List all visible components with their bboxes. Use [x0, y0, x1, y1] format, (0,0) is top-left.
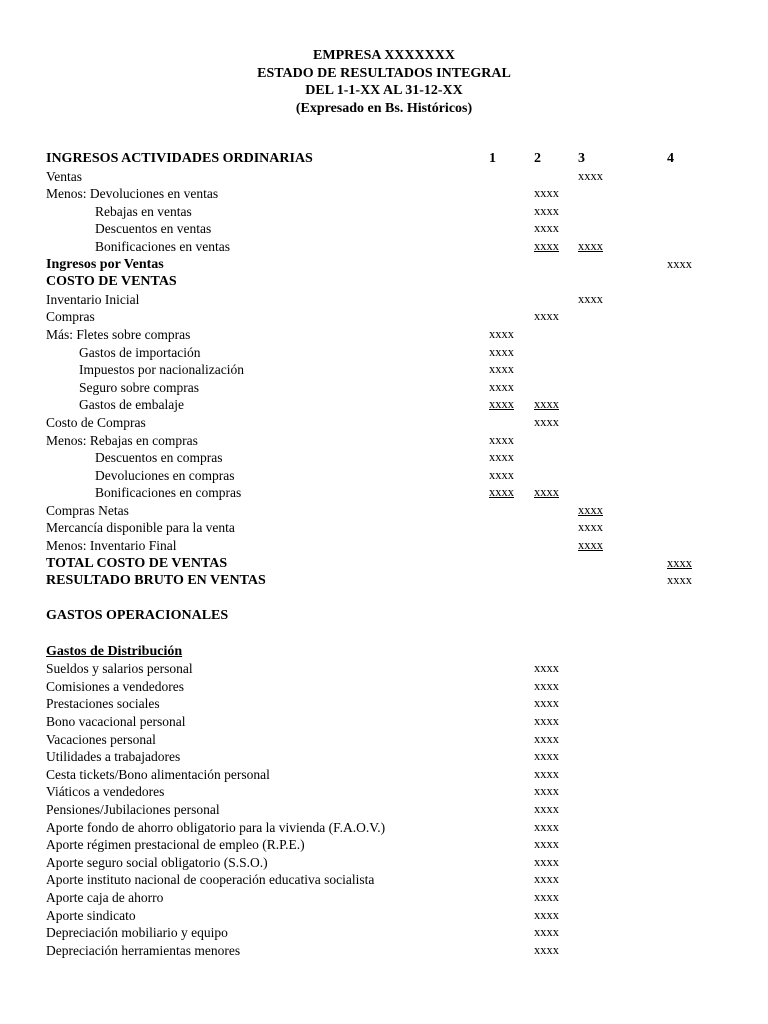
statement-row: [0, 203, 768, 221]
statement-row: [0, 414, 768, 432]
amount-col-2: xxxx: [534, 203, 559, 218]
column-header-2: 2: [534, 151, 541, 166]
amount-col-2: xxxx: [534, 784, 559, 799]
statement-row: [0, 801, 768, 819]
amount-col-2: xxxx: [534, 801, 559, 816]
row-label: Menos: Inventario Final: [46, 538, 177, 554]
row-label: Bono vacacional personal: [46, 714, 186, 729]
statement-row: [0, 396, 768, 414]
amount-col-2: xxxx: [534, 907, 559, 922]
statement-row: [0, 168, 768, 186]
row-label: Aporte régimen prestacional de empleo (R.P.E.): [46, 837, 305, 853]
row-label: COSTO DE VENTAS: [46, 274, 177, 290]
statement-row: [0, 907, 768, 925]
row-label: Sueldos y salarios personal: [46, 661, 193, 677]
statement-row: [0, 660, 768, 678]
row-label: Cesta tickets/Bono alimentación personal: [46, 766, 270, 782]
amount-col-3: xxxx: [578, 238, 603, 253]
row-label: Más: Fletes sobre compras: [46, 326, 191, 342]
amount-col-3: xxxx: [578, 520, 603, 535]
amount-col-1: xxxx: [489, 397, 514, 412]
amount-col-1: xxxx: [489, 467, 514, 482]
statement-row: [0, 713, 768, 731]
statement-row: [0, 256, 768, 274]
company-name: EMPRESA XXXXXXX: [313, 48, 455, 63]
row-label: RESULTADO BRUTO EN VENTAS: [46, 573, 266, 589]
row-label: Prestaciones sociales: [46, 696, 160, 712]
amount-col-2: xxxx: [534, 942, 559, 957]
column-header-1: 1: [489, 151, 496, 166]
row-label: Ventas: [46, 168, 82, 184]
statement-period: DEL 1-1-XX AL 31-12-XX: [305, 83, 463, 99]
row-label: INGRESOS ACTIVIDADES ORDINARIAS: [46, 151, 313, 166]
row-label: Gastos de embalaje: [79, 397, 184, 413]
statement-body: [0, 150, 768, 959]
amount-col-4: xxxx: [667, 256, 692, 271]
row-label: Compras Netas: [46, 502, 129, 518]
statement-row: [0, 361, 768, 379]
amount-col-2: xxxx: [534, 766, 559, 781]
statement-row: [0, 731, 768, 749]
statement-row: [0, 519, 768, 537]
amount-col-2: xxxx: [534, 696, 559, 711]
statement-row: [0, 432, 768, 450]
statement-row: [0, 695, 768, 713]
row-label: Depreciación mobiliario y equipo: [46, 925, 228, 941]
statement-row: [0, 643, 768, 661]
amount-col-3: xxxx: [578, 502, 603, 517]
amount-col-2: xxxx: [534, 819, 559, 834]
row-label: Bonificaciones en compras: [95, 485, 242, 501]
amount-col-2: xxxx: [534, 397, 559, 412]
row-label: Compras: [46, 309, 95, 325]
row-label: Viáticos a vendedores: [46, 784, 165, 800]
row-label: Gastos de importación: [79, 344, 201, 360]
amount-col-2: xxxx: [534, 221, 559, 236]
statement-row: [0, 748, 768, 766]
row-label: Costo de Compras: [46, 414, 146, 430]
amount-col-2: xxxx: [534, 309, 559, 324]
statement-row: [0, 449, 768, 467]
spacer-row: [0, 590, 768, 608]
statement-row: [0, 819, 768, 837]
amount-col-1: xxxx: [489, 432, 514, 447]
amount-col-1: xxxx: [489, 379, 514, 394]
statement-row: [0, 273, 768, 291]
statement-row: [0, 484, 768, 502]
statement-row: [0, 766, 768, 784]
statement-row: [0, 678, 768, 696]
row-label: Aporte instituto nacional de cooperación educativa socialista: [46, 872, 375, 888]
row-label: Aporte seguro social obligatorio (S.S.O.): [46, 854, 268, 870]
row-label: Aporte fondo de ahorro obligatorio para la vivienda (F.A.O.V.): [46, 819, 386, 835]
statement-row: [0, 607, 768, 625]
statement-row: [0, 379, 768, 397]
row-label: Comisiones a vendedores: [46, 678, 184, 694]
row-label: Bonificaciones en ventas: [95, 238, 230, 254]
amount-col-4: xxxx: [667, 573, 692, 588]
amount-col-2: xxxx: [534, 238, 559, 253]
row-label: Descuentos en compras: [95, 450, 223, 466]
amount-col-2: xxxx: [534, 854, 559, 869]
statement-row: [0, 871, 768, 889]
row-label: Utilidades a trabajadores: [46, 749, 181, 765]
amount-col-2: xxxx: [534, 714, 559, 728]
column-header-3: 3: [578, 151, 585, 166]
statement-row: [0, 783, 768, 801]
row-label: Pensiones/Jubilaciones personal: [46, 801, 220, 817]
statement-title: ESTADO DE RESULTADOS INTEGRAL: [257, 65, 511, 81]
currency-note: (Expresado en Bs. Históricos): [295, 100, 473, 116]
statement-row: [0, 238, 768, 256]
row-label: Impuestos por nacionalización: [79, 362, 244, 378]
statement-row: [0, 185, 768, 203]
row-label: Aporte sindicato: [46, 907, 136, 923]
statement-row: [0, 344, 768, 362]
row-label: Seguro sobre compras: [79, 379, 199, 395]
row-label: Inventario Inicial: [46, 291, 140, 307]
amount-col-1: xxxx: [489, 362, 514, 377]
statement-row: [0, 537, 768, 555]
column-header-4: 4: [667, 151, 674, 166]
row-label: GASTOS OPERACIONALES: [46, 608, 229, 624]
amount-col-2: xxxx: [534, 186, 559, 201]
amount-col-2: xxxx: [534, 678, 559, 693]
statement-row: [0, 150, 768, 168]
amount-col-2: xxxx: [534, 837, 559, 852]
statement-row: [0, 291, 768, 309]
row-label: Ingresos por Ventas: [46, 256, 164, 272]
row-label: Descuentos en ventas: [95, 221, 212, 237]
statement-row: [0, 942, 768, 960]
statement-row: [0, 220, 768, 238]
row-label: Menos: Rebajas en compras: [46, 432, 198, 448]
amount-col-2: xxxx: [534, 925, 559, 940]
amount-col-2: xxxx: [534, 731, 559, 746]
amount-col-4: xxxx: [667, 555, 692, 570]
statement-row: [0, 555, 768, 573]
row-label: TOTAL COSTO DE VENTAS: [46, 555, 228, 571]
document-header: [0, 47, 768, 117]
amount-col-2: xxxx: [534, 414, 559, 429]
amount-col-3: xxxx: [578, 291, 603, 306]
statement-row: [0, 572, 768, 590]
amount-col-1: xxxx: [489, 326, 514, 341]
amount-col-2: xxxx: [534, 485, 559, 500]
statement-row: [0, 308, 768, 326]
statement-row: [0, 326, 768, 344]
row-label: Rebajas en ventas: [95, 203, 192, 219]
row-label: Menos: Devoluciones en ventas: [46, 186, 219, 202]
row-label: Aporte caja de ahorro: [46, 889, 164, 905]
statement-row: [0, 467, 768, 485]
row-label: Vacaciones personal: [46, 731, 156, 747]
row-label: Mercancía disponible para la venta: [46, 520, 235, 536]
statement-row: [0, 889, 768, 907]
statement-row: [0, 854, 768, 872]
amount-col-1: xxxx: [489, 450, 514, 465]
amount-col-1: xxxx: [489, 485, 514, 500]
statement-row: [0, 924, 768, 942]
statement-row: [0, 502, 768, 520]
row-label: Devoluciones en compras: [95, 467, 235, 483]
amount-col-3: xxxx: [578, 538, 603, 553]
amount-col-3: xxxx: [578, 168, 603, 183]
row-label: Depreciación herramientas menores: [46, 942, 241, 958]
amount-col-2: xxxx: [534, 889, 559, 904]
amount-col-2: xxxx: [534, 872, 559, 887]
amount-col-2: xxxx: [534, 749, 559, 764]
amount-col-1: xxxx: [489, 344, 514, 359]
amount-col-2: xxxx: [534, 661, 559, 676]
statement-row: [0, 836, 768, 854]
spacer-row: [0, 625, 768, 643]
row-label: Gastos de Distribución: [46, 643, 183, 659]
